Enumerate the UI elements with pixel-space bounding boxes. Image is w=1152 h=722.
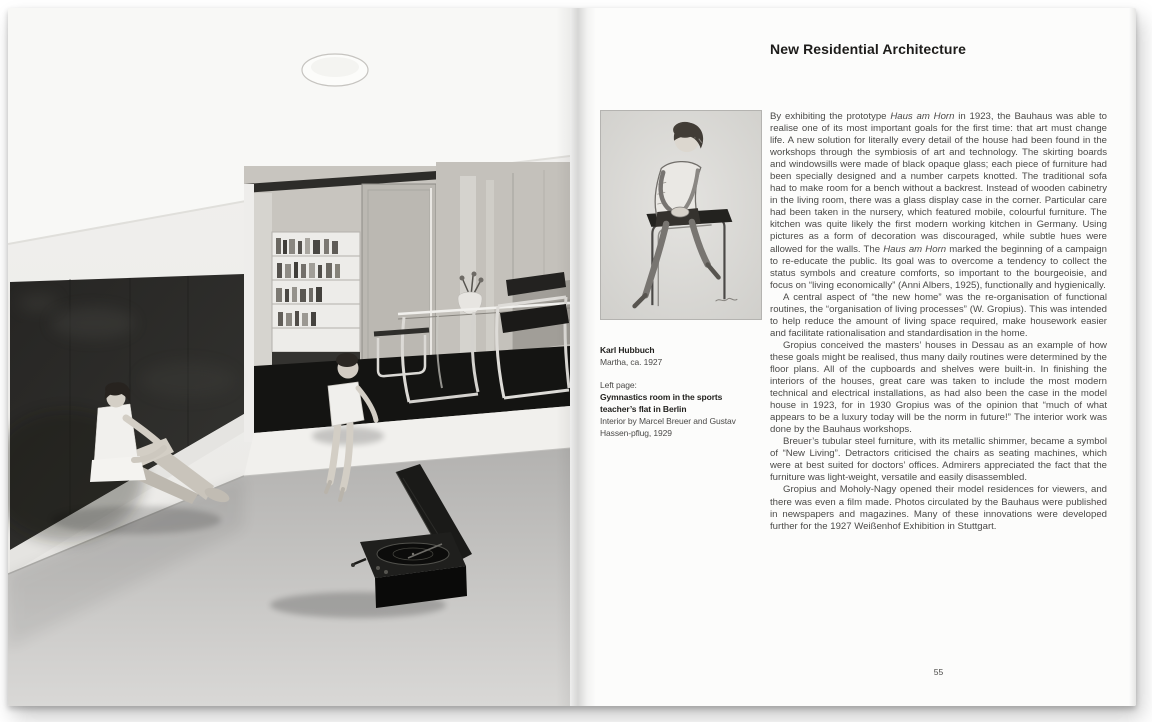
- body-paragraph-5: Gropius and Moholy-Nagy opened their model residences for viewers, and there was even a film made. Photos circulated by the Bauhaus were published in newspapers and magazines. Many of these innovations were developed further for the 1927 Weißenhof Exhibition in Stuttgart.: [770, 484, 1107, 532]
- body-paragraph-1: By exhibiting the prototype Haus am Horn in 1923, the Bauhaus was able to realise one of its most important goals for the first time: that art must change life. A new solution for literally every detail of the house had been found in the workshops through the symbiosis of art and technology. The skirting boards and windowsills were made of black opaque glass; each piece of furniture had been specially designed and a number carpets knotted. The traditional sofa had to make room for a bench without a backrest. Instead of wooden cabinetry in the living room, there was a glass display case in the corner. Particular care had been taken in the nursery, which featured mobile, colourful furniture. The kitchen was quite likely the first modern working kitchen in Germany. Using pictures as a form of decoration was discouraged, while subtle hues were allowed for the walls. The Haus am Horn marked the beginning of a campaign to re-educate the public. Its goal was to overcome a tendency to collect the status symbols and creature comforts, so important to the bourgeoisie, and focus on “living economically” (Anni Albers, 1925), functionally and hygienically.: [770, 111, 1107, 291]
- body-paragraph-4: Breuer’s tubular steel furniture, with its metallic shimmer, became a symbol of “New Living”. Detractors criticised the chairs as seating machines, which were at best suited for doctors’ offices. Admirers appreciated the fact that the furniture was light-weight, versatile and easily disassembled.: [770, 436, 1107, 484]
- body-text-column: [770, 111, 1107, 533]
- caption-artist: Karl Hubbuch: [600, 345, 655, 355]
- caption-left-page-credit: Interior by Marcel Breuer and Gustav Hassen-pflug, 1929: [600, 416, 736, 438]
- right-page: [576, 8, 1136, 706]
- gymnastics-room-photo: [8, 8, 570, 706]
- caption-left-page-title: Gymnastics room in the sports teacher’s flat in Berlin: [600, 392, 723, 414]
- chapter-heading: New Residential Architecture: [770, 41, 967, 57]
- left-page: [8, 8, 576, 706]
- body-paragraph-3: Gropius conceived the masters’ houses in Dessau as an example of how these goals might be realised, thus many daily routines were determined by the floor plans. All of the cupboards and shelves were built-in. In finishing the interiors of the houses, great care was taken to include the most modern technical and electrical installations, as had also been the case in the model house in 1923, for in 1930 Gropius was of the opinion that “much of what appears to be a luxury today will be the norm in future!” The interior work was done by the Bauhaus workshops.: [770, 339, 1107, 436]
- figure-caption: [600, 344, 760, 439]
- martha-drawing: [601, 111, 761, 319]
- living-room-opening: [244, 162, 570, 442]
- martha-drawing-figure: [600, 110, 762, 320]
- body-paragraph-2: A central aspect of “the new home” was the re-organisation of functional routines, the “organisation of living processes” (W. Gropius). This was intended to help reduce the amount of living space required, make housework easier and facilitate rationalisation and standardisation in the home.: [770, 291, 1107, 339]
- caption-left-page-label: Left page:: [600, 380, 637, 390]
- ceiling-lamp: [302, 54, 368, 86]
- open-book-spread: [8, 8, 1136, 706]
- caption-work-title: Martha, ca. 1927: [600, 357, 663, 367]
- page-number: 55: [933, 667, 944, 677]
